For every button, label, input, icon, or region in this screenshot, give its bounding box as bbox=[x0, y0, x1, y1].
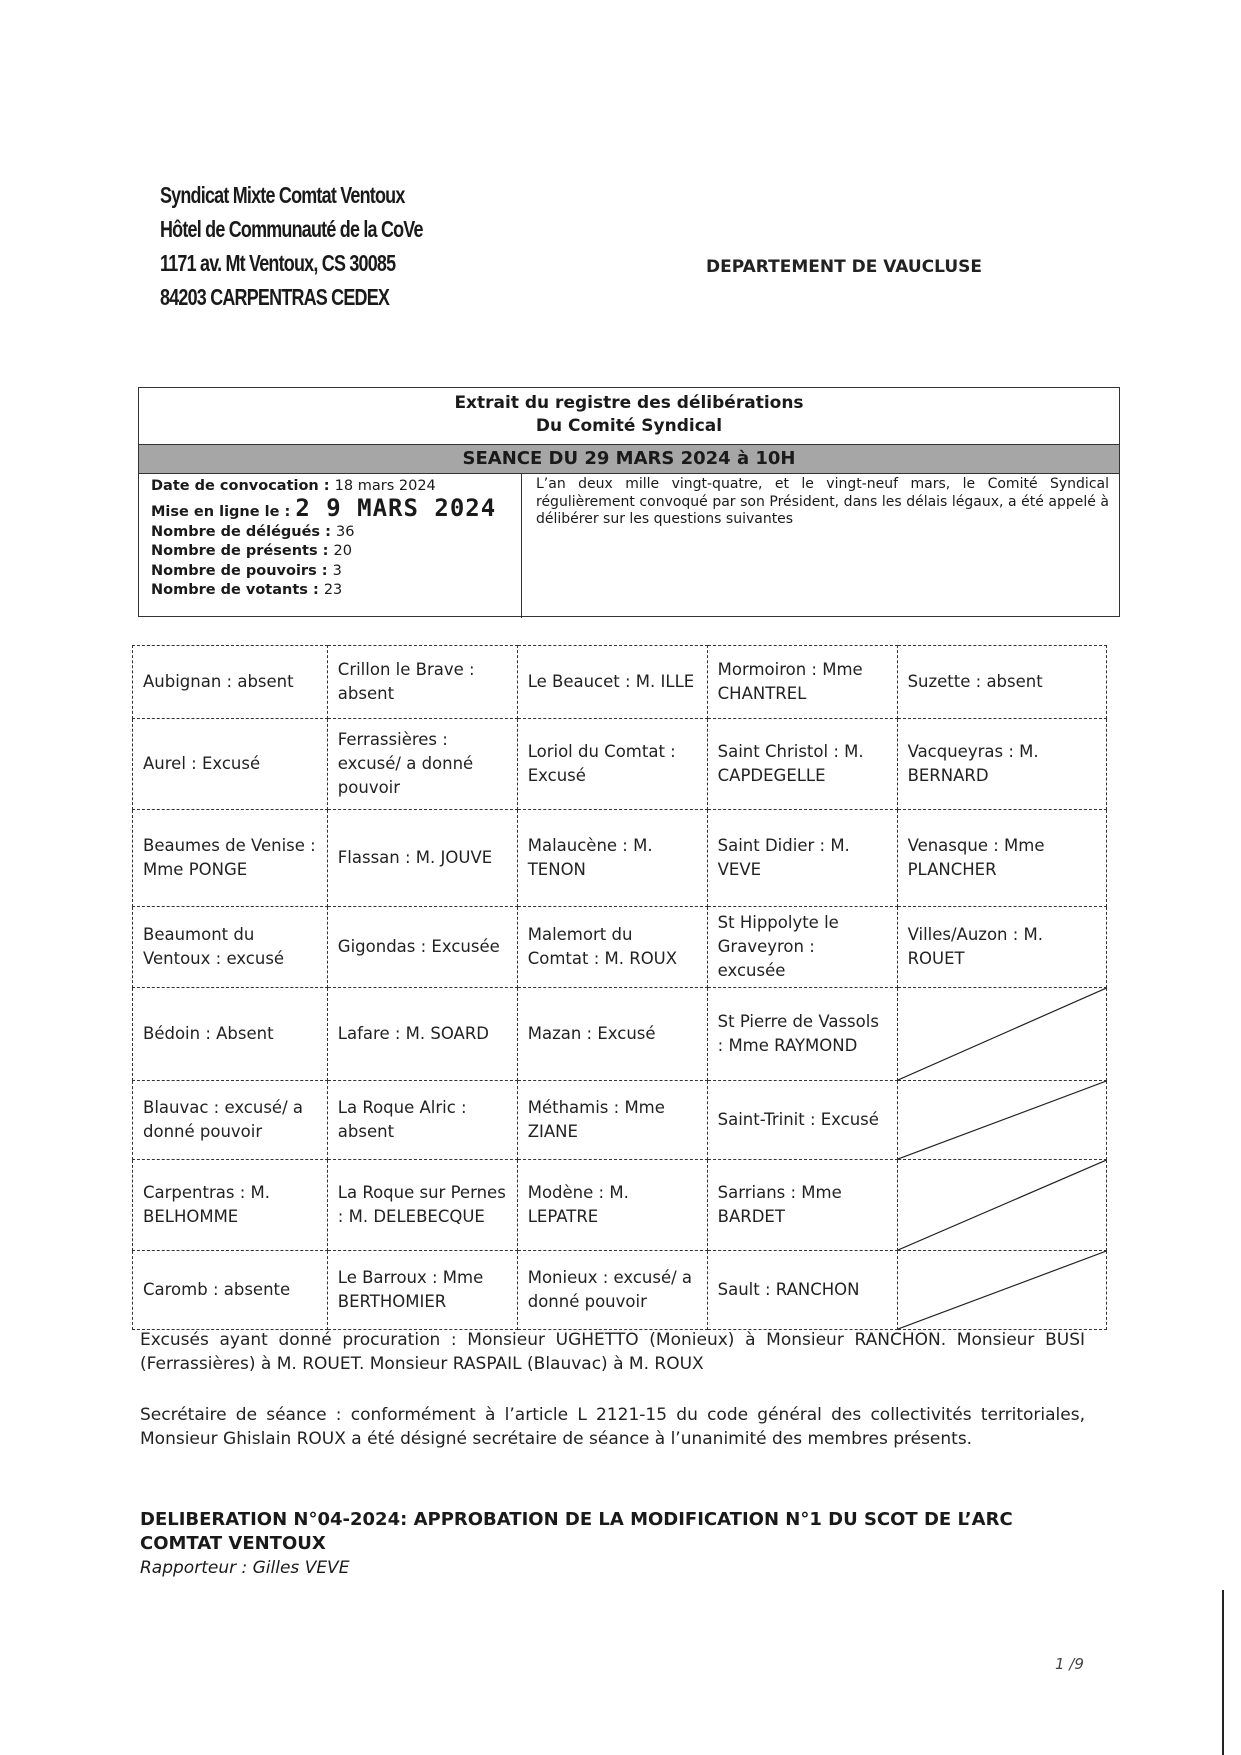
commune-cell: Bédoin : Absent bbox=[133, 988, 328, 1081]
commune-cell: Monieux : excusé/ a donné pouvoir bbox=[517, 1251, 707, 1330]
presents-label: Nombre de présents : bbox=[151, 543, 329, 559]
commune-cell: Villes/Auzon : M. ROUET bbox=[897, 907, 1106, 988]
table-row bbox=[133, 1081, 1107, 1160]
scan-edge-line bbox=[1222, 1590, 1224, 1755]
deliberation-title: DELIBERATION N°04-2024: APPROBATION DE LA MODIFICATION N°1 DU SCOT DE L’ARC COMTAT VENTOUX bbox=[140, 1509, 1013, 1554]
commune-cell: Blauvac : excusé/ a donné pouvoir bbox=[133, 1081, 328, 1160]
commune-cell: La Roque sur Pernes : M. DELEBECQUE bbox=[327, 1160, 517, 1251]
mise-en-ligne-row bbox=[151, 493, 521, 523]
organization-stamp bbox=[160, 178, 423, 314]
commune-cell: St Pierre de Vassols : Mme RAYMOND bbox=[707, 988, 897, 1081]
commune-cell: Suzette : absent bbox=[897, 646, 1106, 719]
commune-cell: Sarrians : Mme BARDET bbox=[707, 1160, 897, 1251]
commune-cell: Saint Didier : M. VEVE bbox=[707, 810, 897, 907]
commune-cell: Loriol du Comtat : Excusé bbox=[517, 719, 707, 810]
pouvoirs-row bbox=[151, 562, 521, 582]
commune-cell: Malemort du Comtat : M. ROUX bbox=[517, 907, 707, 988]
commune-cell: Vacqueyras : M. BERNARD bbox=[897, 719, 1106, 810]
commune-cell: Flassan : M. JOUVE bbox=[327, 810, 517, 907]
commune-cell: Saint-Trinit : Excusé bbox=[707, 1081, 897, 1160]
commune-cell: Saint Christol : M. CAPDEGELLE bbox=[707, 719, 897, 810]
empty-crossed-cell bbox=[897, 1081, 1106, 1160]
register-body bbox=[139, 474, 1119, 618]
table-row bbox=[133, 646, 1107, 719]
table-row bbox=[133, 810, 1107, 907]
table-row bbox=[133, 907, 1107, 988]
empty-crossed-cell bbox=[897, 1251, 1106, 1330]
stamp-line: Hôtel de Communauté de la CoVe bbox=[160, 216, 423, 242]
commune-cell: Carpentras : M. BELHOMME bbox=[133, 1160, 328, 1251]
commune-cell: Ferrassières : excusé/ a donné pouvoir bbox=[327, 719, 517, 810]
seance-banner: SEANCE DU 29 MARS 2024 à 10H bbox=[139, 444, 1119, 474]
register-title-line2: Du Comité Syndical bbox=[535, 416, 723, 436]
commune-cell: Le Beaucet : M. ILLE bbox=[517, 646, 707, 719]
table-row bbox=[133, 719, 1107, 810]
presents-value: 20 bbox=[333, 543, 352, 559]
commune-cell: Le Barroux : Mme BERTHOMIER bbox=[327, 1251, 517, 1330]
commune-cell: Venasque : Mme PLANCHER bbox=[897, 810, 1106, 907]
convocation-label: Date de convocation : bbox=[151, 478, 330, 494]
department-heading: DEPARTEMENT DE VAUCLUSE bbox=[706, 257, 983, 277]
votants-row bbox=[151, 581, 521, 601]
register-intro: L’an deux mille vingt-quatre, et le vingt-neuf mars, le Comité Syndical régulièrement convoqué par son Président, dans les délais légaux, a été appelé à délibérer sur les questions suivantes bbox=[536, 476, 1109, 527]
delegues-value: 36 bbox=[335, 523, 355, 540]
commune-cell: Aubignan : absent bbox=[133, 646, 328, 719]
delegues-label: Nombre de délégués : bbox=[151, 523, 331, 540]
commune-cell: Beaumes de Venise : Mme PONGE bbox=[133, 810, 328, 907]
commune-cell: Modène : M. LEPATRE bbox=[517, 1160, 707, 1251]
commune-cell: Sault : RANCHON bbox=[707, 1251, 897, 1330]
commune-cell: Aurel : Excusé bbox=[133, 719, 328, 810]
commune-cell: Méthamis : Mme ZIANE bbox=[517, 1081, 707, 1160]
rapporteur: Rapporteur : Gilles VEVE bbox=[140, 1558, 350, 1578]
commune-cell: Beaumont du Ventoux : excusé bbox=[133, 907, 328, 988]
commune-cell: La Roque Alric : absent bbox=[327, 1081, 517, 1160]
commune-cell: Mormoiron : Mme CHANTREL bbox=[707, 646, 897, 719]
presents-row bbox=[151, 542, 521, 562]
register-box bbox=[138, 387, 1120, 617]
secretaire-paragraph: Secrétaire de séance : conformément à l’article L 2121-15 du code général des collectivités territoriales, Monsieur Ghislain ROUX a été désigné secrétaire de séance à l’unanimité des membres présents. bbox=[140, 1405, 1085, 1449]
commune-cell: Mazan : Excusé bbox=[517, 988, 707, 1081]
commune-cell: Crillon le Brave : absent bbox=[327, 646, 517, 719]
delegues-row bbox=[151, 523, 521, 543]
register-stats bbox=[139, 474, 522, 618]
table-row bbox=[133, 988, 1107, 1081]
stamp-line: 84203 CARPENTRAS CEDEX bbox=[160, 284, 390, 310]
table-row bbox=[133, 1251, 1107, 1330]
commune-cell: Malaucène : M. TENON bbox=[517, 810, 707, 907]
votants-label: Nombre de votants : bbox=[151, 582, 319, 598]
register-title bbox=[139, 388, 1119, 444]
page-number: 1 /9 bbox=[1055, 1655, 1084, 1673]
votants-value: 23 bbox=[323, 582, 343, 598]
register-title-line1: Extrait du registre des délibérations bbox=[454, 393, 804, 413]
stamp-line: Syndicat Mixte Comtat Ventoux bbox=[160, 182, 405, 208]
stamp-line: 1171 av. Mt Ventoux, CS 30085 bbox=[160, 250, 396, 276]
procuration-paragraph: Excusés ayant donné procuration : Monsieur UGHETTO (Monieux) à Monsieur RANCHON. Monsieur BUSI (Ferrassières) à M. ROUET. Monsieur RASPAIL (Blauvac) à M. ROUX bbox=[140, 1330, 1085, 1374]
mise-en-ligne-label: Mise en ligne le : bbox=[151, 503, 291, 520]
commune-cell: Lafare : M. SOARD bbox=[327, 988, 517, 1081]
pouvoirs-label: Nombre de pouvoirs : bbox=[151, 562, 328, 579]
table-row bbox=[133, 1160, 1107, 1251]
empty-crossed-cell bbox=[897, 1160, 1106, 1251]
communes-table bbox=[132, 645, 1107, 1330]
empty-crossed-cell bbox=[897, 988, 1106, 1081]
commune-cell: Caromb : absente bbox=[133, 1251, 328, 1330]
commune-cell: St Hippolyte le Graveyron : excusée bbox=[707, 907, 897, 988]
commune-cell: Gigondas : Excusée bbox=[327, 907, 517, 988]
mise-en-ligne-stamp: 2 9 MARS 2024 bbox=[295, 493, 497, 522]
convocation-value: 18 mars 2024 bbox=[334, 478, 436, 494]
pouvoirs-value: 3 bbox=[332, 562, 342, 579]
